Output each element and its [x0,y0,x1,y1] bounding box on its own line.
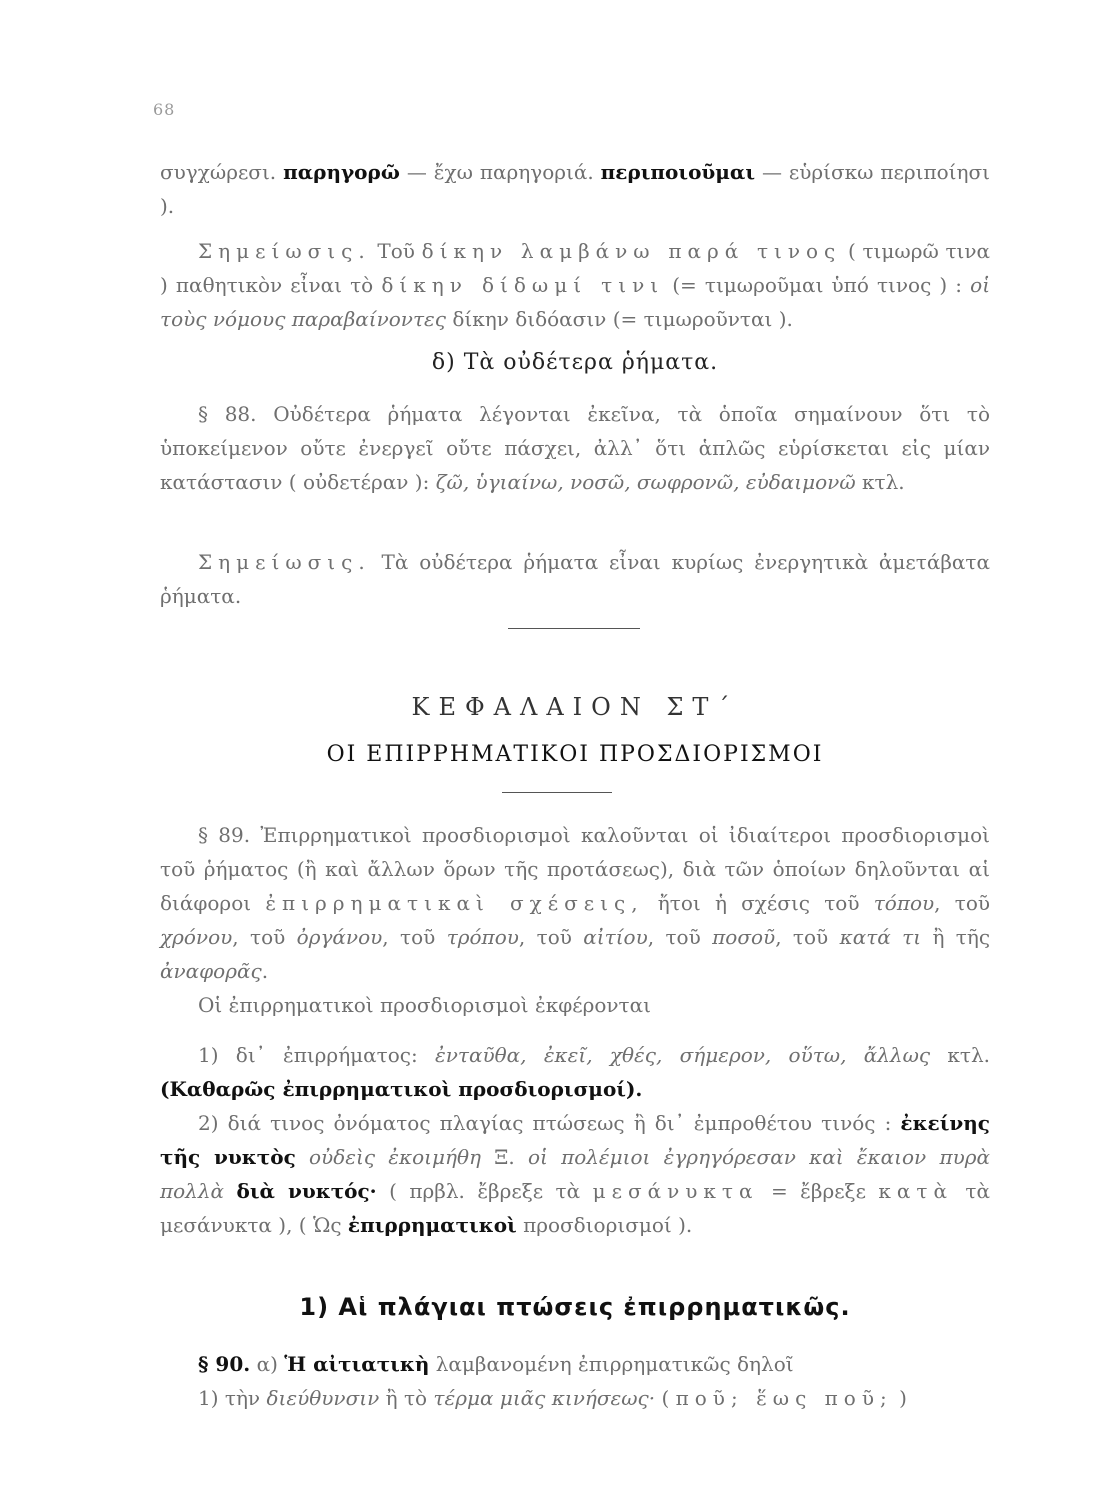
text-fragment: τὰ μεσάνυκτα ), ( [160,1179,990,1237]
note-paragraph-2 [160,545,990,613]
text-fragment: . [261,959,269,983]
note-label: Σημείωσις. [198,550,371,574]
text-fragment: 2) διά τινος ὀνόματος πλαγίας πτώσεως ἢ δι᾽ ἐμπροθέτου τινός : [198,1111,892,1135]
bold-phrase: ἐκείνης τῆς νυκτὸς [160,1111,990,1169]
italic-term: ἀναφορᾶς [160,959,262,983]
divider-rule [502,792,612,793]
spaced-phrase: μεσάνυκτα [592,1179,759,1203]
text-fragment: Τοῦ [377,239,415,263]
text-fragment: ἤτοι ἡ σχέσις τοῦ [657,891,860,915]
text-fragment: — ἔχω παρηγοριά. [406,160,594,184]
bold-phrase: ἐπιρρηματικοὶ [347,1213,517,1237]
bold-term: παρηγορῶ [283,160,400,184]
section-heading [160,1290,990,1324]
text-fragment: Τὰ οὐδέτερα ῥήματα εἶναι κυρίως ἐνεργητικὰ ἀμετάβατα ῥήματα. [160,550,990,608]
text-fragment: ἢ τῆς [932,925,991,949]
text-fragment: περιποίησι ). [160,160,990,218]
italic-phrase: οἱ τοὺς νόμους παραβαίνοντες [160,273,991,331]
chapter-label: ΚΕΦΑΛΑΙΟΝ ΣΤ΄ [411,693,739,721]
spaced-phrase: κατὰ [878,1179,953,1203]
divider-rule [508,628,640,629]
text-fragment: Ὡς [312,1213,342,1237]
italic-example: οὐδεὶς ἐκοιμήθη [309,1145,481,1169]
text-fragment: — εὑρίσκω [761,160,874,184]
bold-phrase: Ἡ αἰτιατικὴ [284,1352,430,1376]
note-paragraph [160,234,990,336]
text-fragment: , τοῦ [382,925,436,949]
paragraph-89 [160,818,990,1022]
italic-examples: ζῶ, ὑγιαίνω, νοσῶ, σωφρονῶ, εὐδαιμονῶ [435,470,856,494]
italic-term: τόπου [873,891,935,915]
text-fragment: 1) δι᾽ ἐπιρρήματος: [198,1043,418,1067]
section-number: § 90. [198,1352,251,1376]
list-item-1 [160,1038,990,1106]
italic-term: χρόνου [160,925,233,949]
italic-term: τρόπου [446,925,519,949]
subheading-text: δ) Τὰ οὐδέτερα ῥήματα. [431,350,719,375]
text-fragment: Ξ. [494,1145,515,1169]
page-number: 68 [153,100,176,119]
text-fragment: , τοῦ [232,925,286,949]
italic-term: διεύθυνσιν [266,1386,380,1410]
italic-examples: ἐνταῦθα, ἐκεῖ, χθές, σήμερον, οὕτω, ἄλλως [435,1043,931,1067]
section-number: § 89. [198,823,251,847]
heading-text: 1) Αἱ πλάγιαι πτώσεις ἐπιρρηματικῶς. [299,1293,851,1321]
paragraph-88 [160,397,990,499]
text-fragment: (= τιμωροῦμαι ὑπό τινος ) : [672,273,963,297]
continuation-text [160,155,990,223]
list-item-2 [160,1106,990,1242]
text-fragment: α) [256,1352,278,1376]
text-fragment: κτλ. [947,1043,991,1067]
section-subheading [160,346,990,380]
spaced-phrase: δίκην δίδωμί τινι [381,273,665,297]
chapter-subtitle-text: ΟΙ ΕΠΙΡΡΗΜΑΤΙΚΟΙ ΠΡΟΣΔΙΟΡΙΣΜΟΙ [326,742,824,767]
text-fragment: , τοῦ [518,925,572,949]
italic-term: ποσοῦ [712,925,776,949]
text-fragment: προσδιορισμοί ). [523,1213,693,1237]
text-fragment: δίκην διδόασιν (= τιμωροῦνται ). [452,307,793,331]
text-fragment: ἢ τὸ [385,1386,428,1410]
text-fragment: ( τιμωρῶ τινα ) παθητικὸν εἶναι τὸ [160,239,991,297]
bold-phrase: (Καθαρῶς ἐπιρρηματικοὶ προσδιορισμοί). [160,1077,643,1101]
paragraph-90 [160,1347,990,1415]
spaced-phrase: ἐπιρρηματικαὶ σχέσεις, [265,891,644,915]
chapter-subtitle [160,738,990,772]
text-fragment: , τοῦ [647,925,701,949]
text-fragment: 1) τὴν [198,1386,261,1410]
text-fragment: συγχώρεσι. [160,160,277,184]
text-fragment: λαμβανομένη ἐπιρρηματικῶς δηλοῖ [435,1352,794,1376]
spaced-phrase: δίκην λαμβάνω παρά τινος [421,239,842,263]
text-fragment: ( [661,1386,670,1410]
italic-example: οἱ πολέμιοι ἐγρηγόρεσαν καὶ ἔκαιον πυρὰ πολλὰ [160,1145,991,1203]
bold-phrase: διὰ νυκτός· [236,1179,377,1203]
italic-term: τέρμα μιᾶς κινήσεως· [433,1386,656,1410]
text-fragment: , τοῦ [775,925,829,949]
italic-term: ὀργάνου [296,925,383,949]
italic-term: αἰτίου [583,925,648,949]
italic-term: κατά τι [839,925,922,949]
note-label: Σημείωσις. [198,239,371,263]
text-fragment: Οὐδέτερα ῥήματα λέγονται ἐκεῖνα, τὰ ὁποῖα σημαίνουν ὅτι τὸ ὑποκείμενον οὔτε ἐνεργεῖ οὔτε πάσχει, ἀλλ᾽ ὅτι ἁπλῶς εὑρίσκεται εἰς μίαν κατάστασιν ( οὐδετέραν ): [160,402,991,494]
bold-term: περιποιοῦμαι [600,160,755,184]
text-fragment: , τοῦ [934,891,991,915]
text-fragment: = ἔβρεξε [770,1179,866,1203]
paragraph-89-continuation: Οἱ ἐπιρρηματικοὶ προσδιορισμοὶ ἐκφέρονται [198,993,651,1017]
text-fragment: κτλ. [862,470,905,494]
spaced-phrase: ποῦ; ἕως ποῦ; [675,1386,893,1410]
text-fragment: ) [899,1386,907,1410]
text-fragment: Ἐπιρρηματικοὶ προσδιορισμοὶ καλοῦνται οἱ ἰδιαίτεροι προσδιορισμοὶ τοῦ ῥήματος (ἢ καὶ ἄλλων ὅρων τῆς προτάσεως), διὰ τῶν ὁποίων δηλοῦνται αἱ διάφοροι [160,823,990,915]
chapter-title [160,690,990,724]
text-fragment: ( πρβλ. ἔβρεξε τὰ [389,1179,581,1203]
section-number: § 88. [198,402,257,426]
